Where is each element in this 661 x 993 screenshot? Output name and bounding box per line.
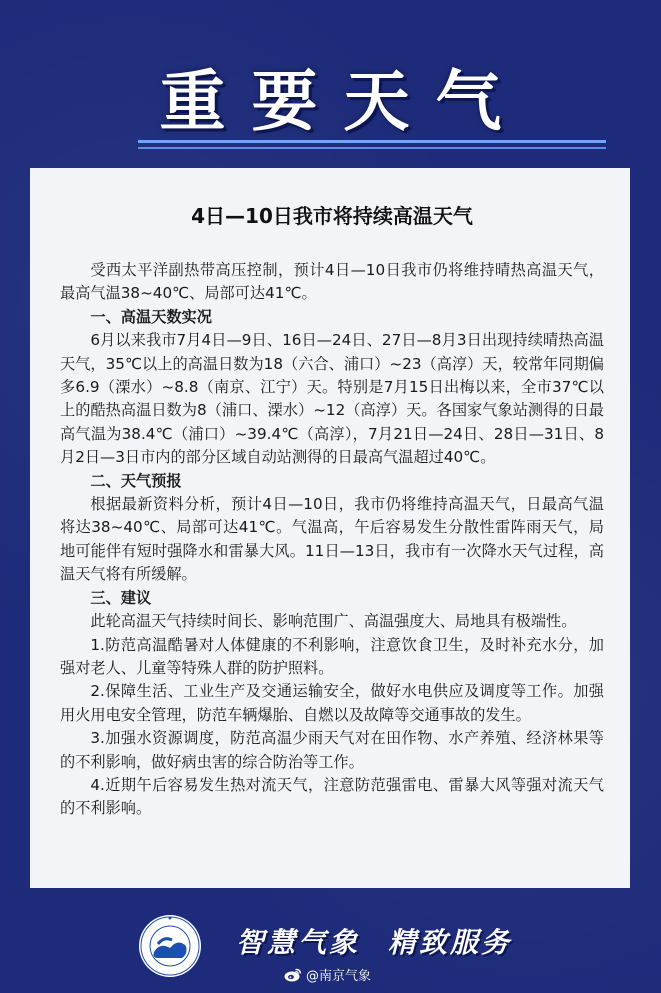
- section-heading-advice: 三、建议: [90, 588, 152, 607]
- section-heading-observations: 一、高温天数实况: [90, 307, 212, 326]
- title-divider: [138, 140, 606, 143]
- observations-paragraph: 6月以来我市7月4日—9日、16日—24日、27日—8月3日出现持续晴热高温天气，35℃以上的高温日数为18（六合、浦口）~23（高淳）天，较常年同期偏多6.9（溧水）~8.8（南京、江宁）天。特别是7月15日出梅以来，全市37℃以上的酷热高温日数为8（浦口、溧水）~12（高淳）天。各国家气象站测得的日最高气温为38.4℃（浦口）~39.4℃（高淳），7月21日—24日、28日—31日、8月2日—3日市内的部分区域自动站测得的日最高气温超过40℃。: [60, 331, 604, 467]
- advice-item: 2.保障生活、工业生产及交通运输安全，做好水电供应及调度等工作。加强用火用电安全管理，防范车辆爆胎、自燃以及故障等交通事故的发生。: [60, 682, 604, 724]
- advice-item: 3.加强水资源调度，防范高温少雨天气对在田作物、水产养殖、经济林果等的不利影响，做好病虫害的综合防治等工作。: [60, 729, 604, 771]
- title-divider-secondary: [138, 147, 606, 149]
- notice-panel: [30, 168, 630, 888]
- section-heading-forecast: 二、天气预报: [90, 471, 182, 490]
- notice-headline: 4日—10日我市将持续高温天气: [191, 204, 473, 228]
- advice-item: 4.近期午后容易发生热对流天气，注意防范强雷电、雷暴大风等强对流天气的不利影响。: [60, 775, 604, 818]
- advice-intro-paragraph: 此轮高温天气持续时间长、影响范围广、高温强度大、局地具有极端性。: [90, 612, 577, 631]
- slogan-left: 智慧气象: [236, 926, 361, 959]
- intro-paragraph: 受西太平洋副热带高压控制，预计4日—10日我市仍将维持晴热高温天气，最高气温38~40℃、局部可达41℃。: [60, 261, 604, 303]
- weibo-handle: @南京气象: [306, 969, 372, 984]
- slogan-right: 精致服务: [388, 926, 513, 959]
- notice-body: [60, 259, 604, 821]
- weibo-watermark: [284, 965, 371, 984]
- footer-slogan: [236, 921, 512, 961]
- forecast-paragraph: 根据最新资料分析，预计4日—10日，我市仍将维持高温天气，日最高气温将达38~40℃、局部可达41℃。气温高，午后容易发生分散性雷阵雨天气，局地可能伴有短时强降水和雷暴大风。11日—13日，我市有一次降水天气过程，高温天气将有所缓解。: [60, 495, 604, 584]
- weibo-icon: [284, 967, 302, 982]
- meteorological-bureau-logo-icon: [138, 914, 202, 978]
- advice-item: 1.防范高温酷暑对人体健康的不利影响，注意饮食卫生，及时补充水分，加强对老人、儿童等特殊人群的防护照料。: [60, 635, 604, 677]
- banner-title: 重要天气: [159, 63, 528, 140]
